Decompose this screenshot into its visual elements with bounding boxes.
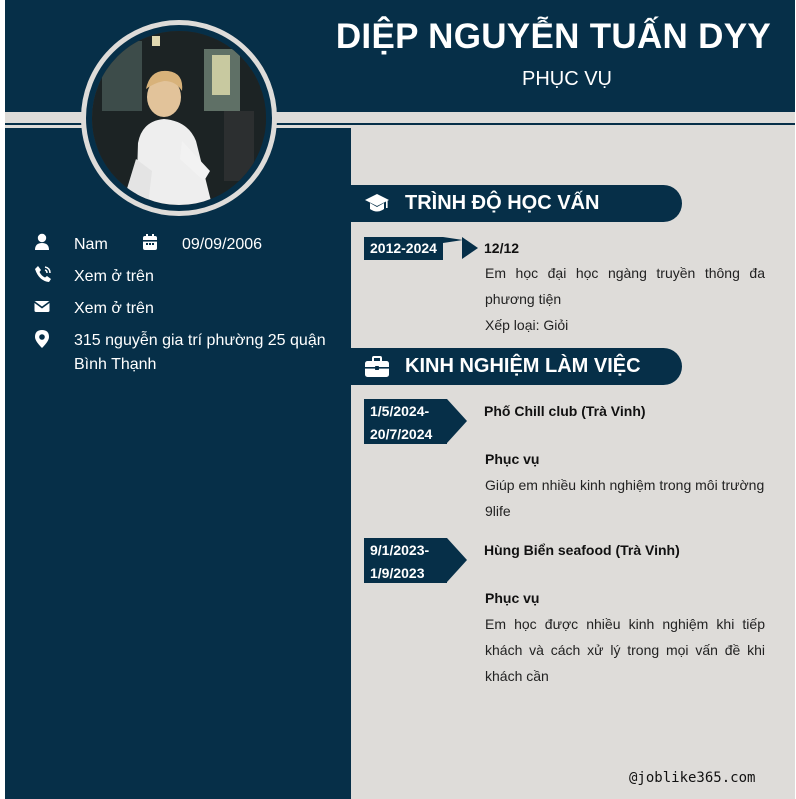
experience-1-date-end: 20/7/2024 xyxy=(370,426,433,442)
mail-icon xyxy=(34,297,54,317)
experience-1-description xyxy=(485,472,765,524)
birthday-value: 09/09/2006 xyxy=(182,236,263,253)
experience-1-date-arrow xyxy=(447,399,467,443)
education-desc-line-2: phương tiện xyxy=(485,291,562,307)
experience-title: KINH NGHIỆM LÀM VIỆC xyxy=(405,355,641,377)
watermark-text: @joblike365.com xyxy=(629,770,756,786)
phone-icon xyxy=(34,265,54,285)
contact-gender xyxy=(34,233,108,257)
education-title: TRÌNH ĐỘ HỌC VẤN xyxy=(405,192,600,214)
email-value: Xem ở trên xyxy=(74,300,154,317)
candidate-name: DIỆP NGUYỄN TUẤN DYY xyxy=(335,17,771,56)
experience-2-date-end: 1/9/2023 xyxy=(370,565,425,581)
candidate-role: PHỤC VỤ xyxy=(521,68,612,90)
experience-2-description xyxy=(485,611,765,689)
address-line-1: 315 nguyễn gia trí phường 25 quận xyxy=(74,332,326,349)
avatar-frame xyxy=(81,20,277,216)
address-line-2: Bình Thạnh xyxy=(74,356,157,373)
gender-value: Nam xyxy=(74,236,108,253)
education-date-arrow xyxy=(462,237,478,259)
avatar-photo xyxy=(92,31,266,205)
contact-email xyxy=(34,297,154,321)
experience-2-date-start: 9/1/2023- xyxy=(370,542,430,558)
experience-1-position: Phục vụ xyxy=(485,451,540,467)
experience-2-position: Phục vụ xyxy=(485,590,540,606)
experience-1-desc-line-2: 9life xyxy=(485,503,511,519)
phone-value: Xem ở trên xyxy=(74,268,154,285)
contact-address xyxy=(34,329,326,377)
experience-2-company: Hùng Biển seafood (Trà Vinh) xyxy=(484,542,680,558)
calendar-icon xyxy=(142,233,162,253)
education-entry-description xyxy=(485,260,765,338)
contact-phone xyxy=(34,265,154,289)
education-desc-line-1: Em học đại học ngàng truyền thông đa xyxy=(485,265,765,281)
experience-2-dates xyxy=(370,539,429,585)
experience-1-company: Phố Chill club (Trà Vinh) xyxy=(484,403,646,419)
experience-2-desc-line-3: khách cần xyxy=(485,668,549,684)
experience-1-date-start: 1/5/2024- xyxy=(370,403,430,419)
experience-1-desc-line-1: Giúp em nhiều kinh nghiệm trong môi trường xyxy=(485,477,765,493)
education-section-header xyxy=(351,185,682,222)
experience-2-desc-line-2: khách và cách xử lý trong mọi vấn đề khi xyxy=(485,642,765,658)
sidebar xyxy=(5,128,351,799)
experience-1-dates xyxy=(370,400,432,446)
cv-page xyxy=(5,0,795,799)
contact-birthday xyxy=(142,233,262,257)
graduation-cap-icon xyxy=(364,191,390,217)
experience-section-header xyxy=(351,348,682,385)
location-pin-icon xyxy=(34,329,54,349)
education-date: 2012-2024 xyxy=(370,240,437,256)
education-entry-title: 12/12 xyxy=(484,240,520,256)
experience-2-desc-line-1: Em học được nhiều kinh nghiệm khi tiếp xyxy=(485,616,765,632)
user-icon xyxy=(34,233,54,253)
experience-2-date-arrow xyxy=(447,538,467,582)
avatar xyxy=(92,31,266,205)
education-grade: Xếp loại: Giỏi xyxy=(485,317,569,333)
education-date-tag xyxy=(364,237,443,260)
briefcase-icon xyxy=(364,354,390,380)
